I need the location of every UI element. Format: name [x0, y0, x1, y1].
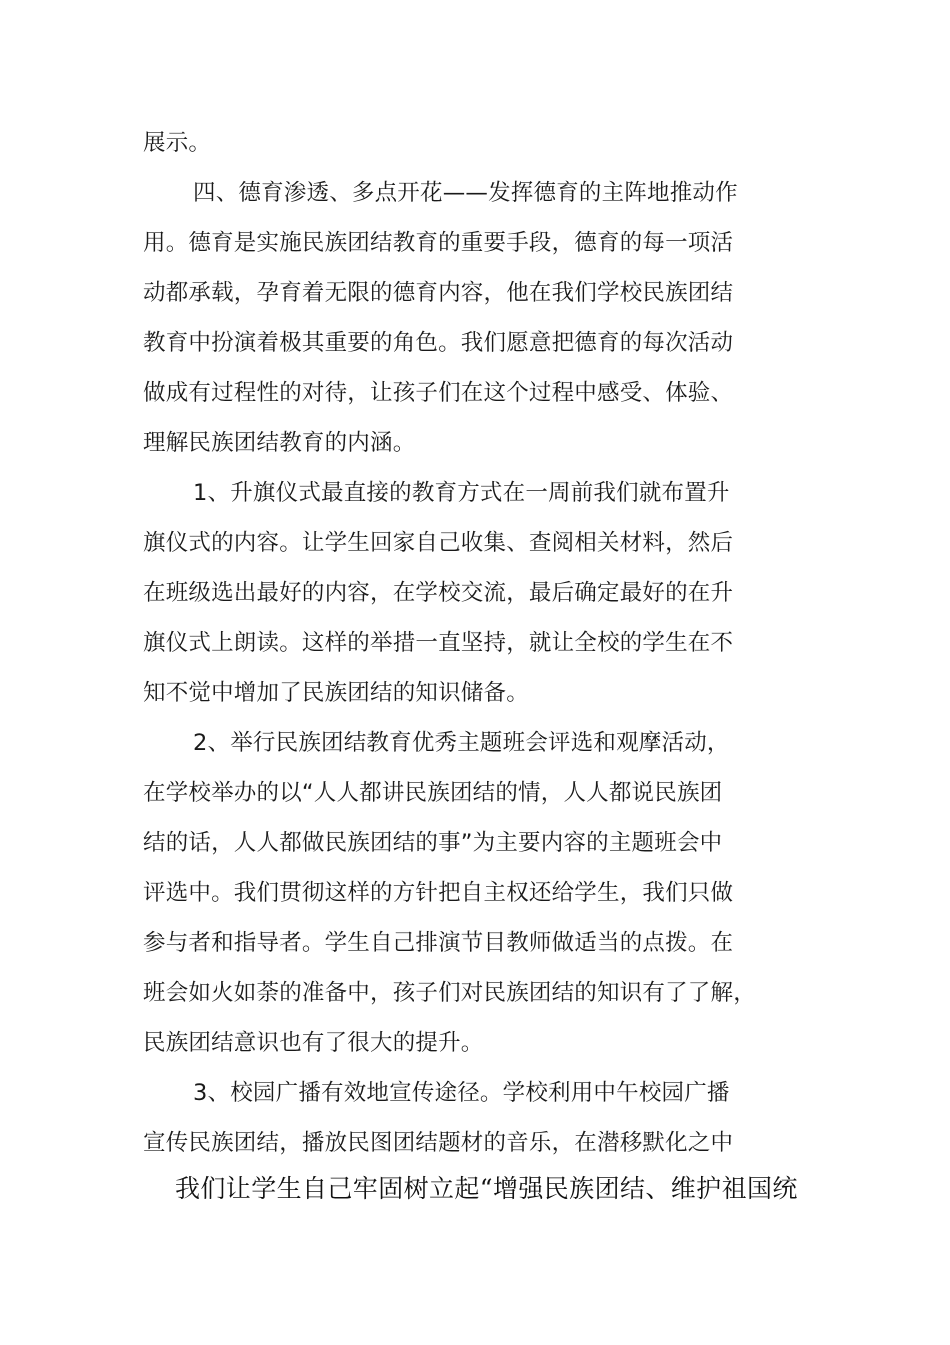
text-line: 教育中扮演着极其重要的角色。我们愿意把德育的每次活动: [143, 330, 734, 356]
text-line: 我们让学生自己牢固树立起“增强民族团结、维护祖国统: [175, 1174, 798, 1203]
text-line: 展示。: [143, 130, 212, 156]
text-line: 民族团结意识也有了很大的提升。: [143, 1030, 484, 1056]
text-line: 结的话，人人都做民族团结的事”为主要内容的主题班会中: [143, 830, 723, 856]
text-line: 宣传民族团结，播放民图团结题材的音乐，在潜移默化之中: [143, 1130, 734, 1156]
text-line: 参与者和指导者。学生自己排演节目教师做适当的点拨。在: [143, 930, 734, 956]
paragraph-start: 1、升旗仪式最直接的教育方式在一周前我们就布置升: [193, 480, 730, 506]
text-line: 动都承载，孕育着无限的德育内容，他在我们学校民族团结: [143, 280, 734, 306]
paragraph-start: 2、举行民族团结教育优秀主题班会评选和观摩活动，: [193, 730, 730, 756]
text-line: 班会如火如荼的准备中，孩子们对民族团结的知识有了了解，: [143, 980, 756, 1006]
text-line: 评选中。我们贯彻这样的方针把自主权还给学生，我们只做: [143, 880, 734, 906]
section-heading: 四、德育渗透、多点开花——发挥德育的主阵地推动作: [193, 180, 738, 206]
text-line: 知不觉中增加了民族团结的知识储备。: [143, 680, 529, 706]
text-line: 理解民族团结教育的内涵。: [143, 430, 416, 456]
text-line: 在班级选出最好的内容，在学校交流，最后确定最好的在升: [143, 580, 734, 606]
text-line: 旗仪式的内容。让学生回家自己收集、查阅相关材料，然后: [143, 530, 734, 556]
text-line: 做成有过程性的对待，让孩子们在这个过程中感受、体验、: [143, 380, 734, 406]
paragraph-start: 3、校园广播有效地宣传途径。学校利用中午校园广播: [193, 1080, 730, 1106]
text-line: 在学校举办的以“人人都讲民族团结的情，人人都说民族团: [143, 780, 723, 806]
text-line: 旗仪式上朗读。这样的举措一直坚持，就让全校的学生在不: [143, 630, 734, 656]
text-line: 用。德育是实施民族团结教育的重要手段，德育的每一项活: [143, 230, 734, 256]
